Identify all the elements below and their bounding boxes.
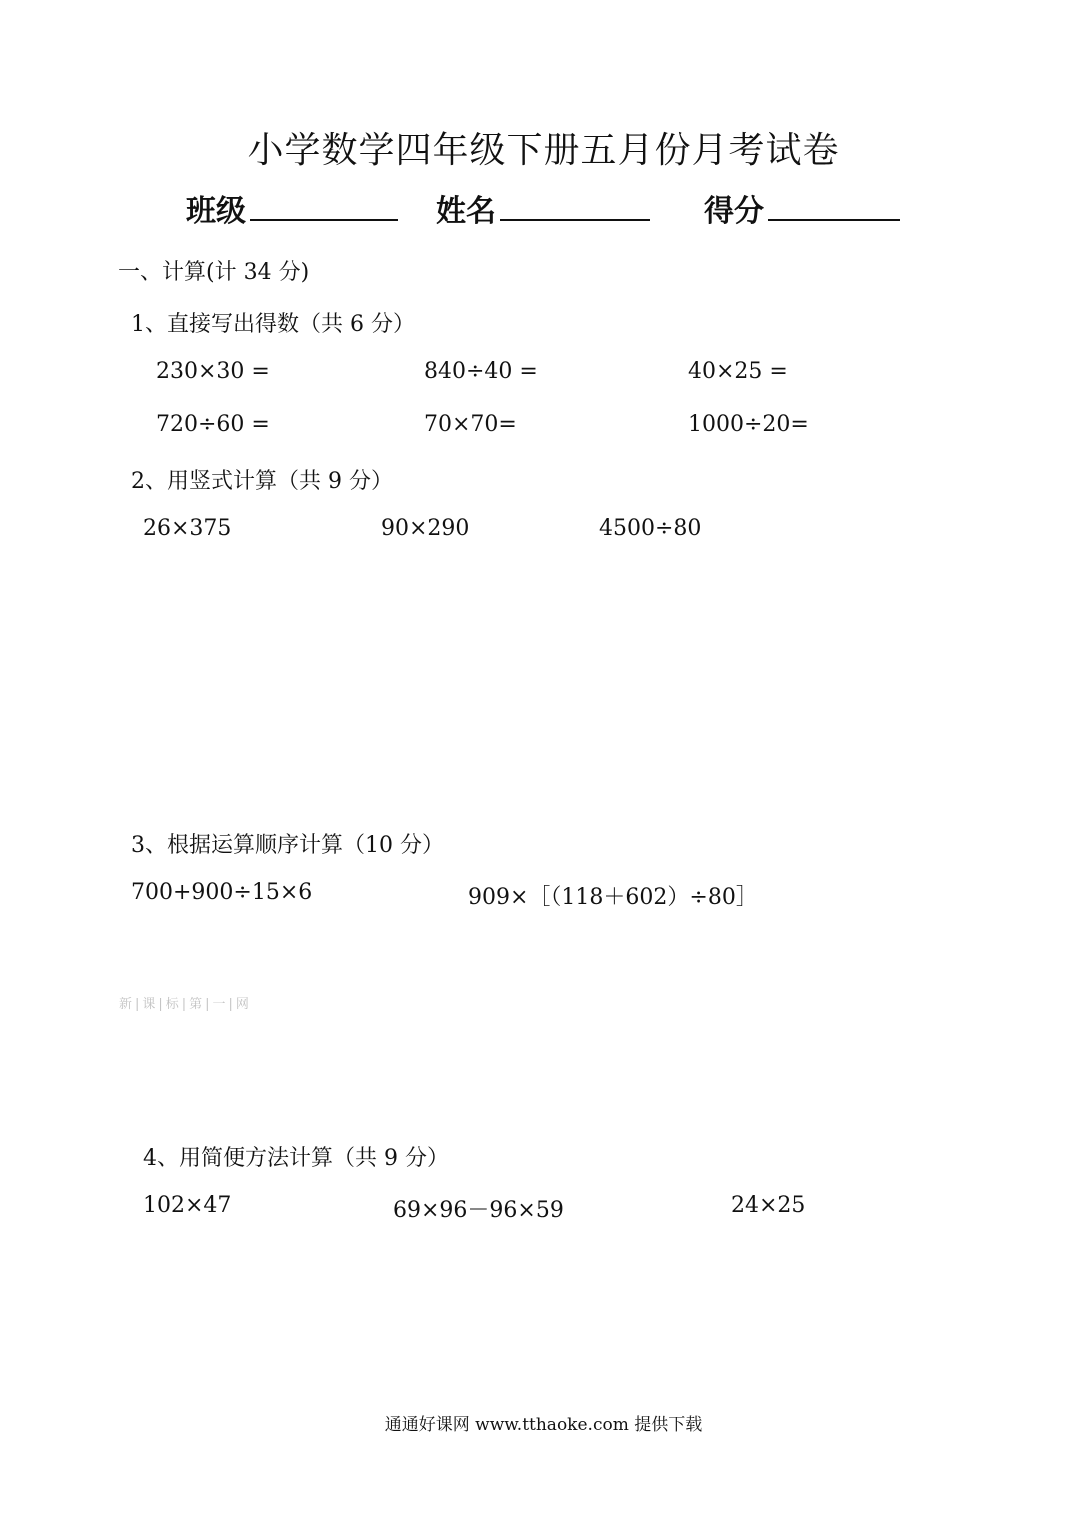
score-field	[704, 186, 900, 230]
q4-item: 69×96－96×59	[393, 1198, 564, 1223]
q4-item: 102×47	[143, 1193, 232, 1218]
q3-item: 909×［（118＋602）÷80］	[468, 885, 758, 910]
q1-item: 840÷40 =	[424, 359, 538, 384]
q1-item: 1000÷20=	[688, 412, 809, 437]
q3-heading: 3、根据运算顺序计算（10 分）	[131, 833, 444, 858]
q4-heading: 4、用简便方法计算（共 9 分）	[143, 1146, 449, 1171]
footer-text: 通通好课网 www.tthaoke.com 提供下载	[384, 1415, 703, 1435]
name-field	[436, 186, 650, 230]
q2-item: 90×290	[381, 516, 470, 541]
class-field	[186, 186, 398, 230]
q1-item: 70×70=	[424, 412, 517, 437]
class-label: 班级	[186, 194, 246, 229]
q1-heading: 1、直接写出得数（共 6 分）	[131, 312, 415, 337]
section1-heading: 一、计算(计 34 分)	[118, 260, 310, 285]
q1-item: 230×30 =	[156, 359, 270, 384]
q2-item: 4500÷80	[599, 516, 702, 541]
name-blank	[500, 191, 650, 221]
q1-item: 40×25 =	[688, 359, 788, 384]
class-blank	[250, 191, 398, 221]
q3-item: 700+900÷15×6	[131, 880, 313, 905]
q2-item: 26×375	[143, 516, 232, 541]
score-blank	[768, 191, 900, 221]
page-title: 小学数学四年级下册五月份月考试卷	[247, 130, 840, 171]
score-label: 得分	[704, 194, 764, 229]
q1-item: 720÷60 =	[156, 412, 270, 437]
q2-heading: 2、用竖式计算（共 9 分）	[131, 469, 393, 494]
q4-item: 24×25	[731, 1193, 806, 1218]
watermark-text: 新|课|标|第|一|网	[119, 997, 252, 1012]
name-label: 姓名	[436, 194, 496, 229]
